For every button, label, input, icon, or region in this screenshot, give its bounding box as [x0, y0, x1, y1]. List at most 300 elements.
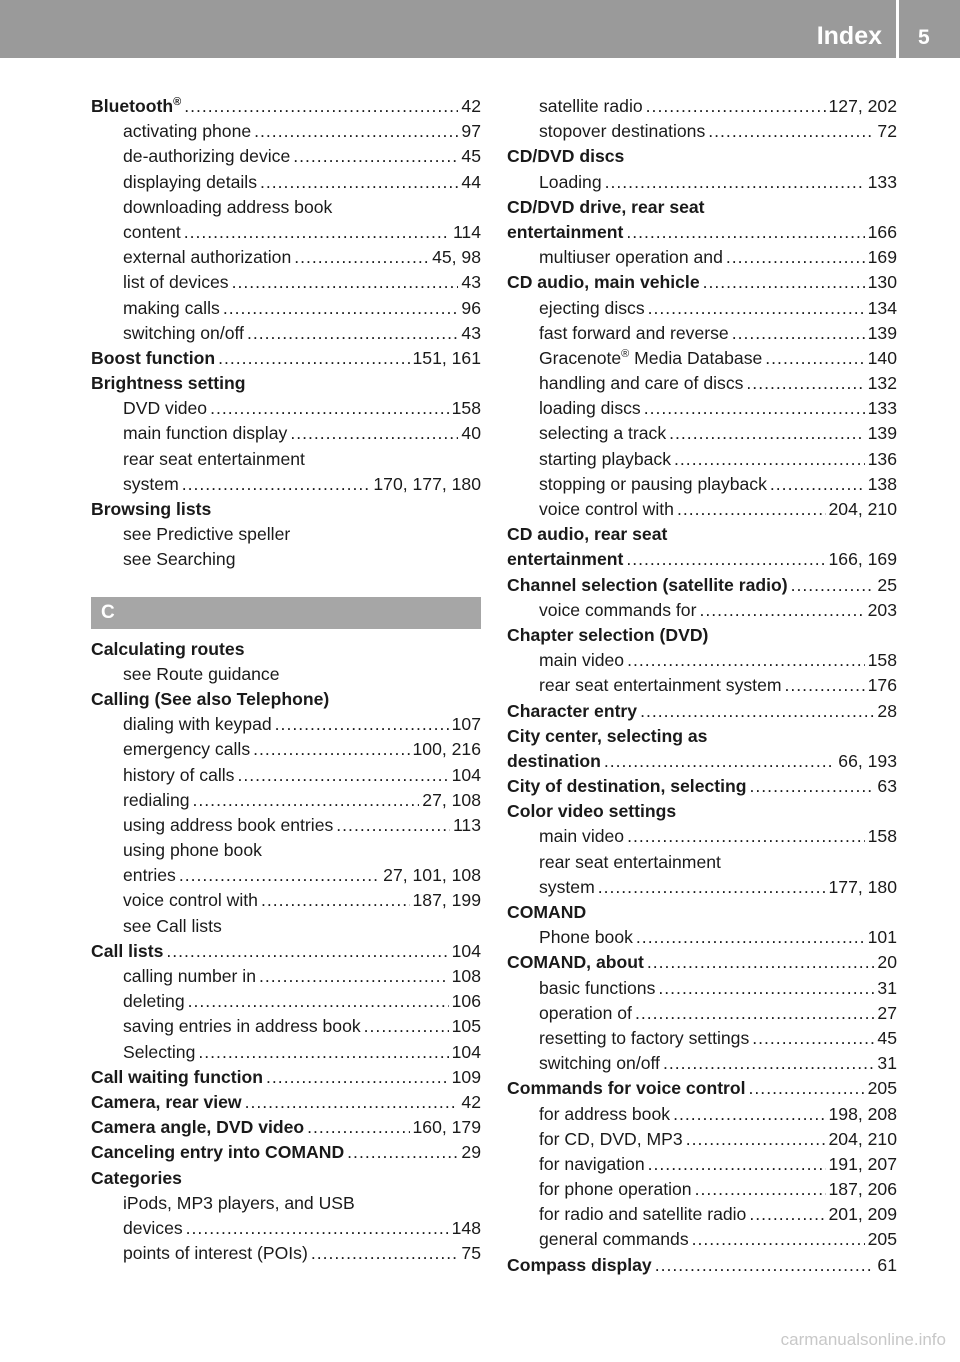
dot-leader: [184, 222, 450, 243]
entry-term: [123, 172, 257, 193]
index-subentry: [91, 172, 481, 197]
dot-leader: [644, 398, 865, 419]
entry-term: [91, 639, 244, 660]
page-references: 101: [867, 927, 897, 948]
index-entry: [91, 941, 481, 966]
entry-term: [507, 776, 747, 797]
dot-leader: [223, 298, 459, 319]
entry-term-text: DVD video: [123, 398, 208, 419]
entry-term-text: rear seat entertainment system: [539, 675, 782, 696]
page-references: 25: [877, 574, 897, 595]
page-references: 204, 210: [828, 499, 897, 519]
index-subentry: [507, 247, 897, 272]
index-subentry: [507, 650, 897, 675]
page-references: 42: [461, 1091, 481, 1112]
dot-leader: [627, 650, 865, 671]
page-references: 114: [452, 221, 481, 242]
index-subentry: [507, 348, 897, 373]
index-subentry: [91, 272, 481, 297]
index-subentry: [91, 197, 481, 222]
entry-term: [539, 978, 655, 999]
page-references: 201, 209: [828, 1204, 897, 1225]
entry-term-text: Call waiting function: [91, 1066, 264, 1087]
entry-term: [539, 852, 721, 873]
entry-term: [507, 549, 623, 570]
index-subentry: [507, 1053, 897, 1078]
index-subentry: [507, 826, 897, 851]
entry-term: [539, 1179, 692, 1200]
entry-term: [539, 1204, 746, 1225]
entry-term: [91, 1092, 242, 1113]
page-references: 20: [877, 952, 897, 973]
entry-term: [507, 801, 676, 822]
dot-leader: [232, 272, 459, 293]
page-references: 204, 210: [828, 1128, 897, 1149]
page-references: 139: [867, 322, 897, 343]
index-entry: [507, 1078, 897, 1103]
entry-term: [539, 247, 723, 268]
entry-term: [539, 650, 624, 671]
entry-term-text: Browsing lists: [91, 499, 212, 519]
page-references: 72: [877, 121, 897, 142]
index-subentry: [91, 1016, 481, 1041]
entry-term-text: Phone book: [539, 927, 633, 948]
entry-term-text: loading discs: [539, 398, 641, 419]
header-title: Index: [816, 22, 882, 50]
entry-term-text: satellite radio: [539, 96, 643, 116]
page-references: 134: [867, 297, 897, 318]
entry-term-text: Calculating routes: [91, 638, 245, 659]
index-subentry: [91, 549, 481, 574]
entry-term-text: Call lists: [91, 940, 164, 961]
index-subentry: [507, 474, 897, 499]
entry-term-text: calling number in: [123, 966, 257, 986]
index-subentry: [91, 790, 481, 815]
entry-term: [123, 298, 220, 319]
entry-term: [123, 222, 181, 243]
index-subentry: [91, 1243, 481, 1268]
index-entry: [91, 1168, 481, 1193]
dot-leader: [336, 815, 450, 836]
index-subentry: [91, 991, 481, 1016]
dot-leader: [275, 714, 449, 735]
page-references: 66, 193: [838, 750, 897, 771]
entry-term-text: CD audio, rear seat: [507, 524, 668, 545]
page-references: 106: [451, 991, 481, 1012]
index-subentry: [91, 1218, 481, 1243]
index-entry: [91, 1067, 481, 1092]
dot-leader: [245, 1092, 459, 1113]
entry-term: [539, 675, 782, 696]
index-entry: [91, 373, 481, 398]
dot-leader: [188, 991, 449, 1012]
index-subentry: [91, 146, 481, 171]
dot-leader: [198, 1042, 448, 1063]
index-subentry: [507, 978, 897, 1003]
watermark: carmanualsonline.info: [780, 1330, 946, 1349]
entry-term: [123, 765, 234, 786]
entry-term-text: system: [123, 473, 179, 494]
index-subentry: [91, 524, 481, 549]
index-entry: [91, 499, 481, 524]
dot-leader: [635, 1003, 874, 1024]
dot-leader: [646, 96, 826, 117]
dot-leader: [186, 1218, 449, 1239]
page-references: 191, 207: [828, 1153, 897, 1174]
dot-leader: [785, 675, 865, 696]
index-entry: [507, 524, 897, 549]
entry-term-text: stopping or pausing playback: [539, 473, 767, 494]
entry-term: [507, 524, 667, 545]
index-subentry: [507, 298, 897, 323]
entry-term-text: external authorization: [123, 247, 292, 268]
page-references: 40: [461, 423, 481, 444]
entry-term: [123, 197, 332, 218]
entry-term: [507, 146, 624, 167]
entry-term-text: selecting a track: [539, 423, 667, 444]
page-references: 63: [877, 776, 897, 797]
entry-term-text: destination: [507, 750, 601, 771]
dot-leader: [640, 701, 874, 722]
index-entry: [507, 575, 897, 600]
entry-term-text: making calls: [123, 297, 220, 318]
entry-term: [123, 739, 250, 760]
index-entry: [507, 549, 897, 574]
entry-term: [539, 348, 762, 369]
dot-leader: [307, 1117, 409, 1138]
entry-term: [539, 172, 602, 193]
entry-term: [507, 1255, 652, 1276]
index-subentry: [507, 1129, 897, 1154]
dot-leader: [626, 549, 825, 570]
index-subentry: [91, 714, 481, 739]
entry-term: [507, 726, 707, 747]
entry-term-suffix: Media Database: [629, 347, 763, 368]
entry-term: [91, 96, 181, 117]
page-references: 132: [867, 373, 897, 394]
dot-leader: [726, 247, 865, 268]
page-references: 105: [451, 1016, 481, 1037]
entry-term-text: rear seat entertainment: [123, 448, 305, 469]
entry-term: [507, 625, 708, 646]
entry-term-text: system: [539, 876, 595, 897]
dot-leader: [750, 776, 875, 797]
index-subentry: [507, 121, 897, 146]
entry-term-text: Camera, rear view: [91, 1091, 242, 1112]
dot-leader: [193, 790, 420, 811]
dot-leader: [166, 941, 448, 962]
entry-term-text: devices: [123, 1217, 183, 1238]
dot-leader: [311, 1243, 459, 1264]
entry-term-text: dialing with keypad: [123, 714, 272, 735]
entry-term-text: operation of: [539, 1002, 632, 1023]
index-subentry: [507, 373, 897, 398]
dot-leader: [732, 323, 865, 344]
index-subentry: [507, 398, 897, 423]
index-subentry: [91, 247, 481, 272]
entry-term-text: starting playback: [539, 448, 672, 469]
entry-term-text: list of devices: [123, 272, 229, 293]
index-subentry: [91, 398, 481, 423]
entry-term-text: COMAND: [507, 902, 587, 922]
entry-term: [91, 348, 215, 369]
registered-mark: ®: [621, 348, 630, 361]
entry-term-text: for radio and satellite radio: [539, 1204, 747, 1225]
index-entry: [91, 348, 481, 373]
dot-leader: [636, 927, 865, 948]
entry-term: [507, 197, 705, 218]
page-references: 27: [877, 1002, 897, 1023]
dot-leader: [266, 1067, 449, 1088]
page-references: 27, 108: [422, 789, 481, 810]
page-references: 96: [461, 297, 481, 318]
index-subentry: [91, 865, 481, 890]
dot-leader: [752, 1028, 874, 1049]
entry-term-text: for address book: [539, 1103, 671, 1124]
entry-term-text: emergency calls: [123, 739, 251, 760]
entry-term: [123, 991, 185, 1012]
entry-term-text: resetting to factory settings: [539, 1027, 750, 1048]
entry-term: [539, 298, 645, 319]
entry-term-text: redialing: [123, 789, 190, 810]
entry-term-text: entertainment: [507, 221, 624, 242]
entry-term: [507, 272, 700, 293]
index-subentry: [91, 121, 481, 146]
index-subentry: [91, 966, 481, 991]
page-number: 5: [918, 26, 930, 49]
dot-leader: [247, 323, 458, 344]
entry-term-text: CD audio, main vehicle: [507, 272, 700, 293]
page-references: 169: [867, 247, 897, 268]
entry-term-text: using address book entries: [123, 814, 334, 835]
entry-term-text: Calling (See also Telephone): [91, 688, 330, 709]
index-column-left: [91, 96, 481, 1268]
entry-term-text: voice commands for: [539, 599, 697, 620]
page-references: 160, 179: [412, 1117, 481, 1138]
entry-term-text: history of calls: [123, 764, 235, 785]
entry-term-text: iPods, MP3 players, and USB: [123, 1192, 355, 1213]
index-subentry: [91, 840, 481, 865]
dot-leader: [598, 877, 826, 898]
entry-term-text: downloading address book: [123, 196, 333, 217]
entry-term-text: fast forward and reverse: [539, 322, 729, 343]
index-subentry: [507, 1003, 897, 1028]
entry-term-text: entries: [123, 865, 176, 886]
page-references: 100, 216: [412, 739, 481, 760]
entry-term-text: CD/DVD discs: [507, 146, 625, 167]
entry-term-text: Camera angle, DVD video: [91, 1117, 305, 1138]
page-references: 104: [451, 940, 481, 961]
index-subentry: [91, 449, 481, 474]
page-references: 205: [867, 1078, 897, 1099]
entry-term: [91, 373, 245, 394]
index-entry: [507, 726, 897, 751]
entry-term: [123, 146, 290, 167]
entry-term-text: de-authorizing device: [123, 146, 291, 167]
entry-term-text: Boost function: [91, 347, 216, 368]
entry-term: [539, 1028, 749, 1049]
index-subentry: [507, 852, 897, 877]
entry-term: [123, 272, 229, 293]
entry-term: [507, 222, 623, 243]
dot-leader: [290, 423, 458, 444]
index-entry: [507, 146, 897, 171]
entry-term-text: displaying details: [123, 171, 257, 192]
index-subentry: [91, 739, 481, 764]
index-subentry: [507, 499, 897, 524]
page-references: 108: [451, 966, 481, 986]
header-divider: [896, 0, 899, 58]
entry-term: [91, 1117, 304, 1138]
entry-term: [539, 474, 767, 495]
dot-leader: [261, 890, 410, 911]
index-entry: [91, 639, 481, 664]
entry-term-text: see Route guidance: [123, 663, 280, 684]
entry-term-text: see Predictive speller: [123, 524, 291, 545]
dot-leader: [218, 348, 409, 369]
entry-term: [507, 575, 788, 596]
entry-term: [539, 323, 729, 344]
entry-term-text: general commands: [539, 1229, 689, 1250]
dot-leader: [703, 272, 865, 293]
page-references: 133: [867, 171, 897, 192]
entry-term-text: Categories: [91, 1167, 182, 1188]
dot-leader: [699, 600, 864, 621]
entry-term: [91, 941, 163, 962]
entry-term: [91, 689, 329, 710]
page-references: 166, 169: [828, 549, 897, 570]
entry-term-text: COMAND, about: [507, 952, 644, 973]
dot-leader: [179, 865, 380, 886]
entry-term: [123, 1218, 183, 1239]
entry-term: [91, 1142, 344, 1163]
entry-term-text: Gracenote: [539, 347, 622, 368]
section-header: C: [91, 597, 481, 629]
entry-term-text: main video: [539, 650, 625, 671]
entry-term-text: for CD, DVD, MP3: [539, 1128, 683, 1149]
index-entry: [507, 625, 897, 650]
dot-leader: [648, 298, 865, 319]
entry-term: [539, 373, 743, 394]
entry-term-text: main video: [539, 826, 625, 847]
entry-term-text: basic functions: [539, 977, 656, 998]
index-subentry: [91, 222, 481, 247]
entry-term-text: points of interest (POIs): [123, 1243, 308, 1264]
entry-term: [91, 499, 211, 520]
entry-term: [539, 1104, 670, 1125]
index-subentry: [91, 815, 481, 840]
entry-term-text: switching on/off: [123, 322, 244, 343]
entry-term: [123, 474, 179, 495]
entry-term-text: multiuser operation and: [539, 247, 723, 268]
page-references: 43: [461, 322, 481, 343]
index-entry: [507, 197, 897, 222]
entry-term: [123, 549, 235, 570]
dot-leader: [604, 751, 835, 772]
index-entry: [91, 1092, 481, 1117]
entry-term-text: Color video settings: [507, 801, 677, 822]
entry-term: [539, 1129, 683, 1150]
index-subentry: [507, 675, 897, 700]
index-subentry: [507, 1229, 897, 1254]
page-references: 136: [867, 448, 897, 469]
index-subentry: [507, 172, 897, 197]
entry-term-text: ejecting discs: [539, 297, 645, 318]
index-subentry: [91, 664, 481, 689]
page-references: 31: [877, 977, 897, 998]
index-subentry: [91, 323, 481, 348]
page-references: 107: [451, 714, 481, 735]
entry-term-text: Chapter selection (DVD): [507, 624, 709, 645]
index-subentry: [91, 1193, 481, 1218]
entry-term-text: Loading: [539, 171, 602, 192]
page-references: 29: [461, 1142, 481, 1163]
page-references: 45: [877, 1027, 897, 1048]
entry-term-text: see Searching: [123, 549, 236, 570]
index-subentry: [507, 449, 897, 474]
entry-term-text: Selecting: [123, 1041, 196, 1062]
page-references: 104: [451, 1041, 481, 1062]
index-entry: [507, 222, 897, 247]
entry-term: [123, 916, 222, 937]
entry-term-text: Channel selection (satellite radio): [507, 574, 788, 595]
dot-leader: [669, 423, 865, 444]
entry-term: [539, 499, 674, 520]
page-references: 203: [867, 599, 897, 620]
entry-term: [123, 398, 207, 419]
dot-leader: [673, 1104, 825, 1125]
dot-leader: [648, 1154, 826, 1175]
page-references: 187, 199: [412, 890, 481, 911]
dot-leader: [749, 1204, 825, 1225]
page-references: 45, 98: [432, 247, 481, 268]
dot-leader: [294, 247, 429, 268]
index-subentry: [507, 1104, 897, 1129]
entry-term: [123, 664, 280, 685]
index-subentry: [507, 1154, 897, 1179]
dot-leader: [259, 966, 449, 987]
dot-leader: [210, 398, 449, 419]
dot-leader: [674, 449, 865, 470]
dot-leader: [254, 121, 458, 142]
entry-term: [539, 121, 705, 142]
page-references: 138: [867, 473, 897, 494]
entry-term-text: voice control with: [539, 499, 674, 519]
index-entry: [91, 689, 481, 714]
index-subentry: [507, 877, 897, 902]
dot-leader: [647, 952, 875, 973]
entry-term-text: Commands for voice control: [507, 1078, 746, 1099]
index-entry: [507, 272, 897, 297]
page-references: 130: [867, 272, 897, 293]
index-subentry: [91, 423, 481, 448]
entry-term-text: for navigation: [539, 1153, 645, 1174]
index-subentry: [91, 765, 481, 790]
entry-term: [539, 600, 696, 621]
page-references: 187, 206: [828, 1179, 897, 1200]
entry-term-text: City center, selecting as: [507, 725, 708, 746]
index-subentry: [91, 916, 481, 941]
entry-term-text: Character entry: [507, 700, 638, 721]
dot-leader: [364, 1016, 449, 1037]
index-subentry: [507, 1179, 897, 1204]
entry-term: [539, 1154, 645, 1175]
page-references: 158: [451, 398, 481, 419]
index-entry: [507, 751, 897, 776]
entry-term: [539, 1053, 660, 1074]
page-references: 75: [461, 1243, 481, 1264]
dot-leader: [184, 96, 458, 117]
